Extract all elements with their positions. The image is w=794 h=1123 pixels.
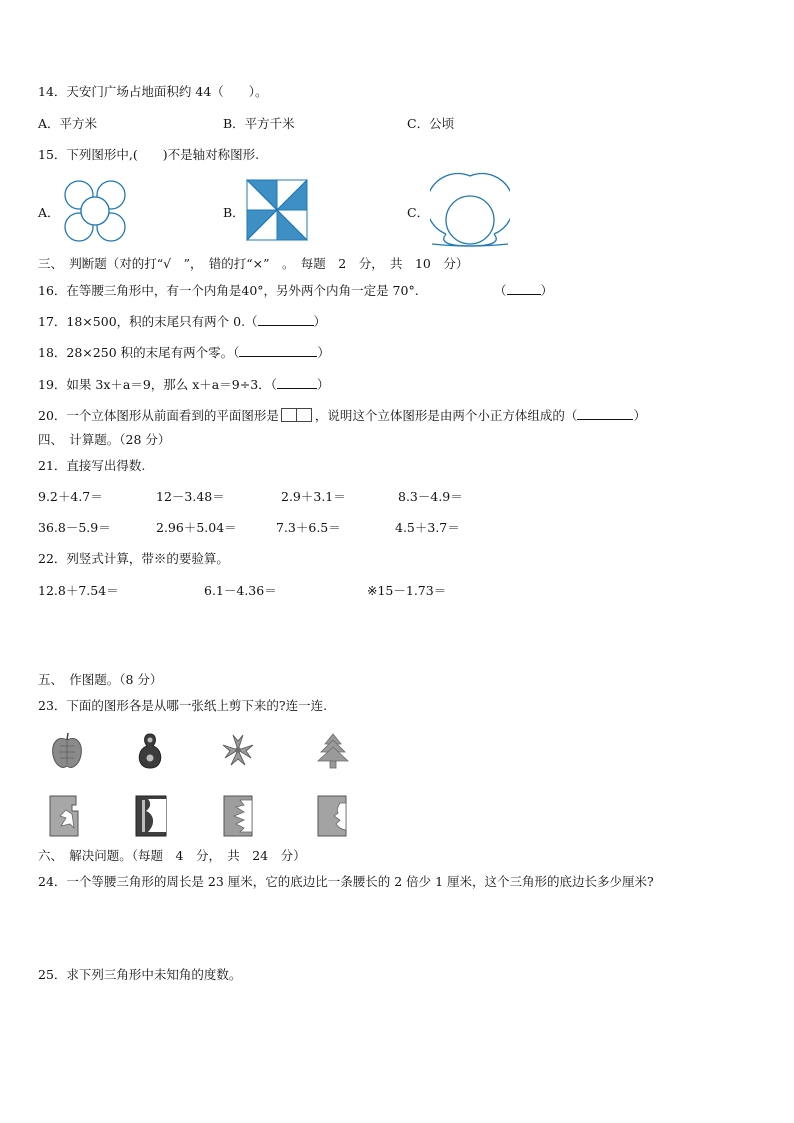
q22-item: 12.8＋7.54＝	[38, 583, 119, 598]
section-4-title: 四、 计算题。（28 分）	[38, 432, 171, 447]
q21-stem: 21．直接写出得数.	[38, 458, 146, 473]
q18-close-paren: ）	[317, 345, 330, 360]
cut-paper-3-icon	[222, 794, 256, 838]
cut-paper-2-icon	[134, 794, 168, 838]
q20-close-paren: ）	[633, 408, 646, 423]
q19-close-paren: ）	[316, 377, 330, 392]
q18-text	[38, 345, 330, 361]
q18-stem: 18．28×250 积的末尾有两个零。（	[38, 345, 240, 360]
q21-item: 8.3－4.9＝	[398, 489, 463, 504]
q19-blank[interactable]	[277, 377, 317, 389]
section-3-title: 三、 判断题（对的打“√ ”， 错的打“×” 。 每题 2 分， 共 10 分）	[38, 256, 469, 271]
q18-blank[interactable]	[239, 345, 317, 357]
q14-stem: 14．天安门广场占地面积约 44（ ）。	[38, 84, 268, 99]
q20-stem: 20．一个立体图形从前面看到的平面图形是	[38, 408, 279, 423]
q22-item: ※15－1.73＝	[367, 583, 447, 598]
q22-stem: 22．列竖式计算，带※的要验算。	[38, 551, 229, 566]
trefoil-circles-icon	[430, 172, 510, 248]
q20-blank[interactable]	[577, 408, 633, 420]
q21-item: 7.3＋6.5＝	[276, 520, 341, 535]
pine-tree-shape-icon	[316, 732, 350, 770]
gourd-shape-icon	[134, 731, 166, 771]
q16-open-paren: （	[494, 283, 507, 298]
q17-blank[interactable]	[258, 314, 314, 326]
four-circle-flower-icon	[62, 178, 128, 244]
q17-stem: 17．18×500，积的末尾只有两个 0.（	[38, 314, 258, 329]
q23-stem: 23．下面的图形各是从哪一张纸上剪下来的?连一连.	[38, 698, 328, 713]
q20-text	[38, 408, 646, 424]
q16-text	[38, 283, 419, 299]
q16-blank[interactable]	[507, 283, 541, 295]
section-6-title: 六、 解决问题。（每题 4 分， 共 24 分）	[38, 848, 306, 863]
q21-item: 2.9＋3.1＝	[281, 489, 346, 504]
q21-item: 36.8－5.9＝	[38, 520, 111, 535]
q14-option-c[interactable]: C．公顷	[407, 116, 455, 131]
q22-item: 6.1－4.36＝	[204, 583, 277, 598]
q17-close-paren: ）	[313, 314, 327, 329]
q21-item: 12－3.48＝	[156, 489, 225, 504]
two-squares-view-icon	[281, 408, 313, 421]
cut-paper-1-icon	[48, 794, 82, 838]
q16-stem: 16．在等腰三角形中，有一个内角是40°，另外两个内角一定是 70°.	[38, 283, 419, 298]
q19-stem: 19．如果 3x＋a＝9，那么 x＋a＝9÷3．（	[38, 377, 277, 392]
q15-option-c-label[interactable]: C．	[407, 205, 430, 220]
q24-text: 24．一个等腰三角形的周长是 23 厘米，它的底边比一条腰长的 2 倍少 1 厘米，这个三角形的底边长多少厘米?	[38, 874, 654, 889]
q14-option-a[interactable]: A．平方米	[38, 116, 98, 131]
q15-stem: 15．下列图形中,( )不是轴对称图形.	[38, 147, 260, 162]
q17-text	[38, 314, 326, 330]
q15-option-b-label[interactable]: B．	[223, 205, 245, 220]
q20-stem-cont: ，说明这个立体图形是由两个小正方体组成的（	[314, 408, 578, 423]
apple-shape-icon	[50, 731, 84, 771]
q21-item: 9.2＋4.7＝	[38, 489, 103, 504]
section-5-title: 五、 作图题。（8 分）	[38, 672, 163, 687]
flower-shape-icon	[221, 732, 255, 768]
q14-option-b[interactable]: B．平方千米	[223, 116, 295, 131]
q21-item: 4.5＋3.7＝	[395, 520, 460, 535]
q16-close-paren: ）	[540, 283, 554, 298]
q21-item: 2.96＋5.04＝	[156, 520, 237, 535]
pinwheel-triangles-icon	[246, 179, 308, 241]
q15-option-a-label[interactable]: A．	[38, 205, 60, 220]
cut-paper-4-icon	[316, 794, 350, 838]
q25-text: 25．求下列三角形中未知角的度数。	[38, 967, 242, 982]
q16-answer[interactable]	[494, 283, 553, 299]
q19-text	[38, 377, 329, 393]
